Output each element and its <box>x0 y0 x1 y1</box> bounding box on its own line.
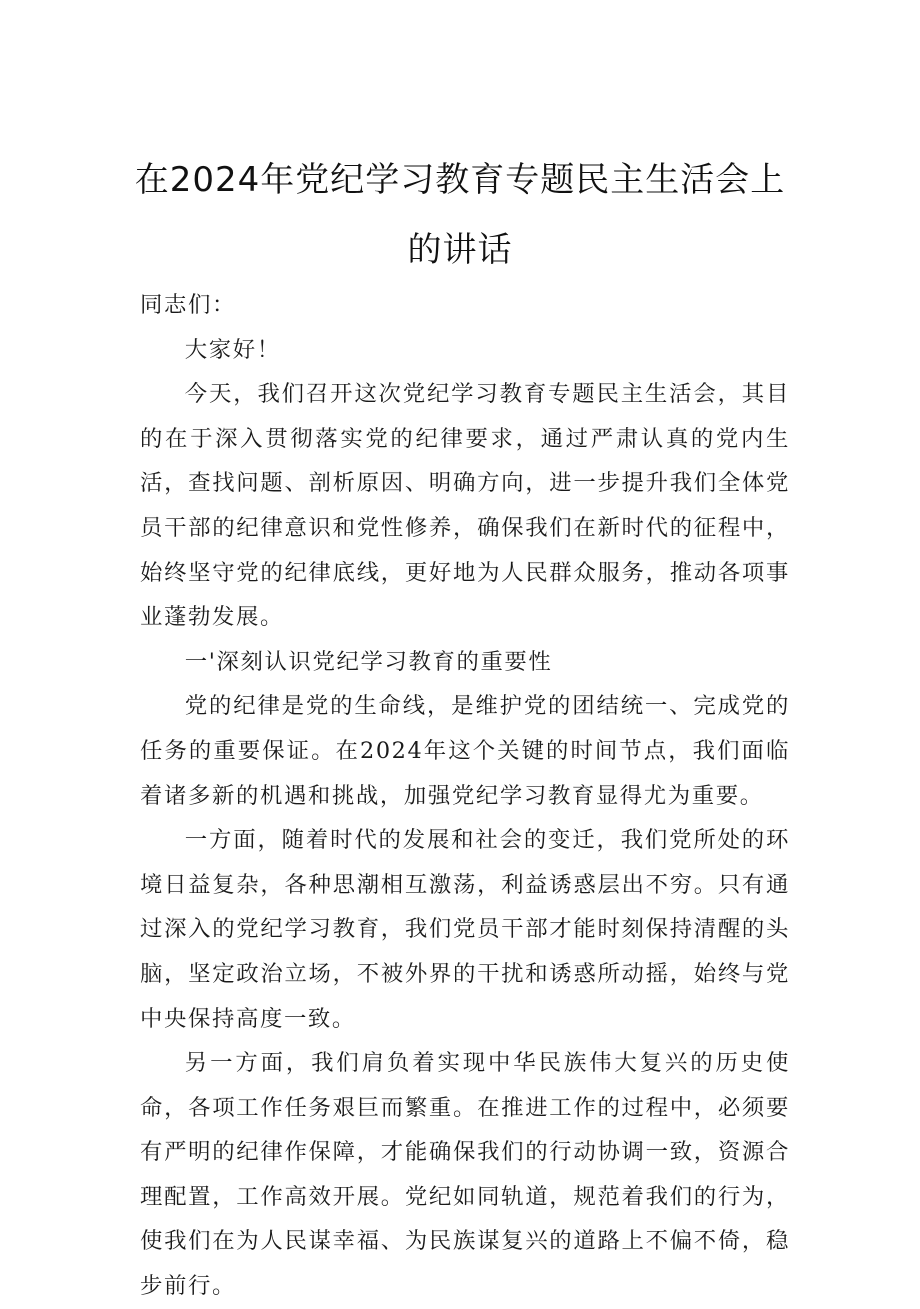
salutation: 同志们： <box>140 292 236 318</box>
intro-paragraph: 今天，我们召开这次党纪学习教育专题民主生活会，其目的在于深入贯彻落实党的纪律要求，通过严肃认真的党内生活，查找问题、剖析原因、明确方向，进一步提升我们全体党员干部的纪律意识和党性修养，确保我们在新时代的征程中，始终坚守党的纪律底线，更好地为人民群众服务，推动各项事业蓬勃发展。 <box>140 381 790 631</box>
greeting: 大家好！ <box>184 336 281 363</box>
document-title-line-2: 的讲话 <box>407 230 513 270</box>
section-1-heading: 一'深刻认识党纪学习教育的重要性 <box>184 648 553 675</box>
section-1-paragraph-1: 党的纪律是党的生命线，是维护党的团结统一、完成党的任务的重要保证。在2024年这个关键的时间节点，我们面临着诸多新的机遇和挑战，加强党纪学习教育显得尤为重要。 <box>140 693 790 809</box>
section-1-paragraph-2: 一方面，随着时代的发展和社会的变迁，我们党所处的环境日益复杂，各种思潮相互激荡，利益诱惑层出不穷。只有通过深入的党纪学习教育，我们党员干部才能时刻保持清醒的头脑，坚定政治立场，不被外界的干扰和诱惑所动摇，始终与党中央保持高度一致。 <box>140 827 790 1032</box>
section-1-paragraph-3: 另一方面，我们肩负着实现中华民族伟大复兴的历史使命，各项工作任务艰巨而繁重。在推进工作的过程中，必须要有严明的纪律作保障，才能确保我们的行动协调一致，资源合理配置，工作高效开展。党纪如同轨道，规范着我们的行为，使我们在为人民谋幸福、为民族谋复兴的道路上不偏不倚，稳步前行。 <box>140 1050 790 1300</box>
document-body <box>140 283 790 1309</box>
document-title-line-1: 在2024年党纪学习教育专题民主生活会上 <box>134 160 786 200</box>
